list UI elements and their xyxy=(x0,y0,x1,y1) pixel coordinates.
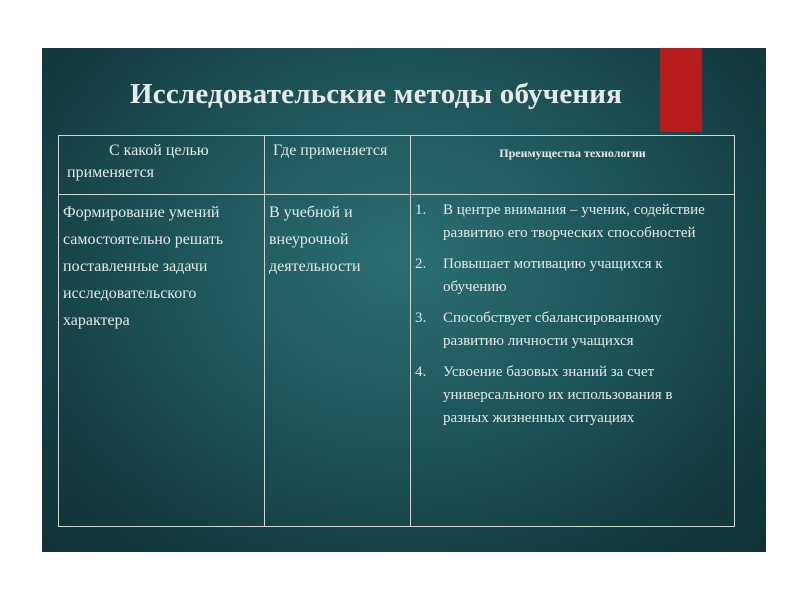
purpose-cell xyxy=(59,195,265,527)
methods-table xyxy=(58,135,735,527)
purpose-line: самостоятельно решать xyxy=(63,231,224,248)
advantage-number: 1. xyxy=(415,202,427,218)
advantage-line: обучению xyxy=(443,279,507,295)
advantage-line: В центре внимания – ученик, содействие xyxy=(443,202,705,218)
header-where-label: Где применяется xyxy=(273,142,388,159)
where-line: В учебной и xyxy=(269,204,353,221)
header-advantages xyxy=(411,136,735,195)
advantage-item xyxy=(415,307,730,353)
slide-title: Исследовательские методы обучения xyxy=(130,78,623,110)
purpose-line: Формирование умений xyxy=(63,204,220,221)
advantage-line: Повышает мотивацию учащихся к xyxy=(443,256,663,272)
header-purpose-line1: С какой целью xyxy=(109,142,209,159)
advantage-number: 2. xyxy=(415,256,427,272)
header-purpose-line2: применяется xyxy=(67,164,155,181)
advantage-line: разных жизненных ситуациях xyxy=(443,410,635,426)
header-row xyxy=(59,136,735,195)
purpose-line: исследовательского xyxy=(63,285,197,302)
header-purpose xyxy=(59,136,265,195)
purpose-line: характера xyxy=(63,312,130,329)
advantage-item xyxy=(415,199,730,245)
advantages-cell xyxy=(411,195,735,527)
advantage-number: 3. xyxy=(415,310,427,326)
advantage-item xyxy=(415,361,730,430)
header-where xyxy=(265,136,411,195)
advantage-item xyxy=(415,253,730,299)
header-advantages-label: Преимущества технологии xyxy=(499,146,646,160)
advantage-line: Усвоение базовых знаний за счет xyxy=(443,364,655,380)
advantage-line: универсального их использования в xyxy=(443,387,673,403)
where-cell xyxy=(265,195,411,527)
content-row xyxy=(59,195,735,527)
advantage-line: развитию личности учащихся xyxy=(443,333,634,349)
advantage-line: Способствует сбалансированному xyxy=(443,310,662,326)
advantage-line: развитию его творческих способностей xyxy=(443,225,696,241)
advantages-list xyxy=(415,199,730,430)
where-line: внеурочной xyxy=(269,231,349,248)
advantage-number: 4. xyxy=(415,364,427,380)
purpose-line: поставленные задачи xyxy=(63,258,208,275)
where-line: деятельности xyxy=(269,258,361,275)
